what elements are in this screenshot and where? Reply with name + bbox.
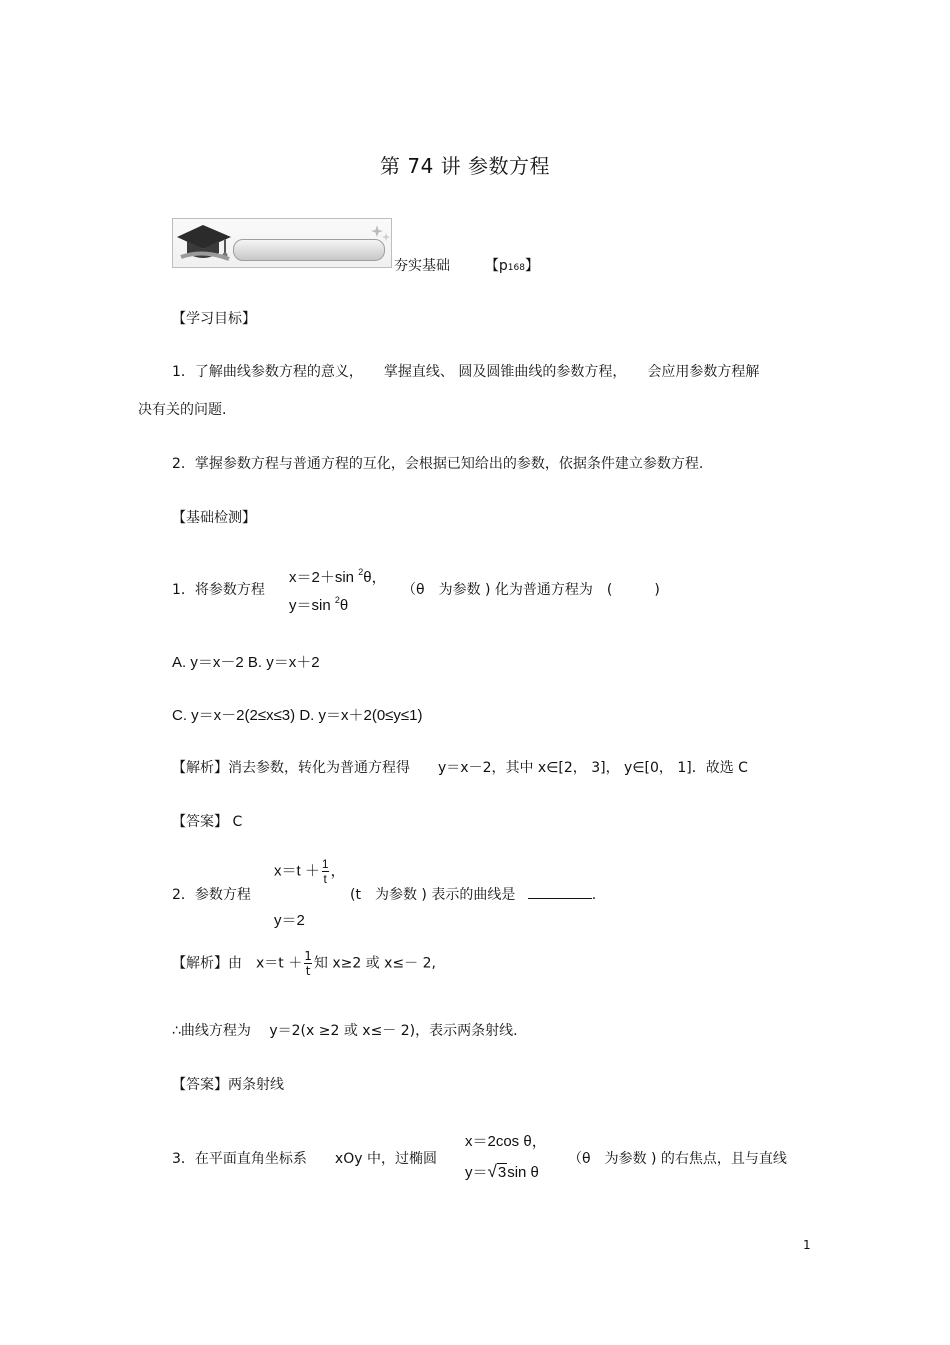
q2-analysis-fraction: $\frac{1}{t}$: [304, 949, 312, 978]
page-ref: 【p168】: [484, 258, 539, 274]
banner-pill: [233, 239, 385, 261]
q1-lead: 1．将参数方程: [172, 582, 265, 598]
goal-2: 2．掌握参数方程与普通方程的互化，会根据已知给出的参数，依据条件建立参数方程.: [172, 456, 704, 472]
page-title: 第 74 讲 参数方程: [380, 154, 551, 178]
q2-equation-y: y＝2: [274, 912, 305, 929]
section-heading-goals: 【学习目标】: [172, 311, 256, 327]
q3-lead: 3．在平面直角坐标系 xOy 中，过椭圆: [172, 1151, 437, 1167]
q1-tail: （θ 为参数 ) 化为普通方程为 ( ): [402, 582, 660, 598]
q1-equation-y: y＝sin $^2$θ: [289, 595, 349, 614]
q1-analysis: 【解析】消去参数，转化为普通方程得 y＝x－2，其中 x∈[2， 3]， y∈[0， 1]．故选 C: [172, 760, 748, 776]
q3-equation-x: x＝2cos θ，: [465, 1133, 547, 1150]
q2-analysis: 【解析】由 x＝t ＋ $\frac{1}{t}$ 知 x≥2 或 x≤－ 2,: [172, 949, 436, 978]
q1-equation-x: x＝2＋sin $^2$θ，: [289, 567, 387, 586]
section-banner: [172, 218, 392, 268]
banner-label: [394, 255, 539, 275]
q2-equation-x: x＝t ＋ $\frac{1}{t}$ ，: [274, 857, 346, 886]
section-heading-check: 【基础检测】: [172, 510, 256, 526]
q2-lead: 2．参数方程: [172, 887, 251, 903]
banner-text: 夯实基础: [394, 258, 450, 274]
q1-option-ab: A. y＝x－2 B. y＝x＋2: [172, 654, 320, 671]
q2-answer: 【答案】两条射线: [172, 1077, 284, 1093]
page-number: 1: [803, 1238, 811, 1252]
q2-conclusion: ∴曲线方程为 y＝2(x ≥2 或 x≤－ 2)，表示两条射线.: [172, 1023, 518, 1039]
goal-1-line-1: 1．了解曲线参数方程的意义， 掌握直线、 圆及圆锥曲线的参数方程， 会应用参数方程解: [172, 364, 760, 380]
q1-answer: 【答案】 C: [172, 814, 243, 830]
sqrt-symbol: √: [487, 1162, 497, 1181]
goal-1-line-2: 决有关的问题.: [138, 402, 227, 418]
q3-equation-y: y＝√3sin θ: [465, 1162, 539, 1181]
q1-option-cd: C. y＝x－2(2≤x≤3) D. y＝x＋2(0≤y≤1): [172, 707, 423, 724]
graduation-cap-icon: [173, 219, 237, 267]
q2-fraction: $\frac{1}{t}$: [321, 857, 329, 886]
q2-tail: (t 为参数 ) 表示的曲线是 .: [350, 884, 596, 904]
sparkle-icon: [369, 223, 393, 247]
q2-answer-blank[interactable]: [528, 884, 592, 899]
q3-tail: （θ 为参数 ) 的右焦点，且与直线: [568, 1151, 787, 1167]
